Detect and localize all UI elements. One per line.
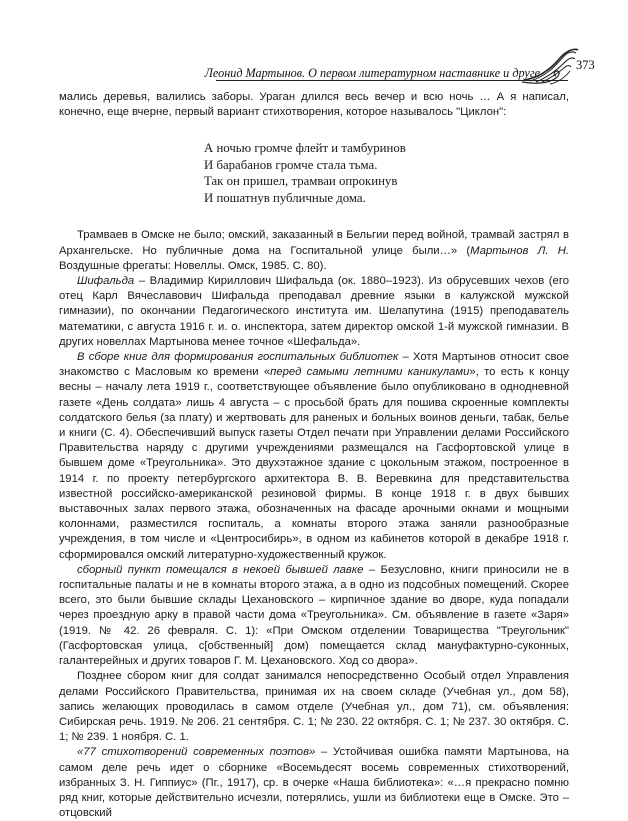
note-shifalda: Шифальда – Владимир Кириллович Шифальда (ок. 1880–1923). Из обрусевших чехов (его отец Карл Вячеславович Шифальда преподавал древние языки в калужской мужской гимназии), по окончании Педагогического института им. Шелапутина (1915) преподаватель математики, с августа 1916 г. и. о. инспектора, затем директор омской 1-й мужской гимназии. В других новеллах Мартынова менее точное «Шефальда». [59,275,569,348]
note-term: сборный пункт помещался в некоей бывшей лавке [77,563,364,576]
note-77-poems: «77 стихотворений современных поэтов» – Устойчивая ошибка памяти Мартынова, на самом деле речь идет о сборнике «Восемьдесят восемь современных стихотворений, избранных З. Н. Гиппиус» (Пг., 1917), ср. в очерке «Наша библиотека»: «…я прекрасно помню ряд книг, которые действительно исчезли, потерялись, ушли из библиотеки еще в Омске. Это – отцовский [59,746,569,820]
header-rule [216,80,568,81]
note-term: «77 стихотворений современных поэтов» [77,746,316,759]
note-book-collection: В сборе книг для формирования госпитальных библиотек – Хотя Мартынов относит свое знакомство с Масловым ко времени «перед самыми летними каникулами», то есть к концу весны – началу лета 1919 г., соответствующее объявление было опубликовано в однодневной газете «День солдата» лишь 4 августа – с просьбой брать для пошива скроенные комплекты солдатского белья (за плату) и жертвовать для раненых и больных воинов деньги, табак, белье и книги (С. 4). Обеспечивший выпуск газеты Отдел печати при Управлении делами Российского Правительства наряду с другими учреждениями размещался на Гасфортовской улице в бывшем доме «Треугольника». Это двухэтажное здание с цокольным этажом, построенное в 1914 г. по проекту петербургского архитектора В. В. Веревкина для представительства известной российско-американской резиновой фирмы. В конце 1918 г. в двух бывших выставочных залах первого этажа, обозначенных на фасаде арочными окнами и мощными колоннами, разместился госпиталь, а комнаты второго этажа заняли разнообразные учреждения, в том числе и «Центросибирь», в одном из кабинетов которой в декабре 1918 г. сформировался омский литературно-художественный кружок. [59,351,569,561]
running-header-title: Леонид Мартынов. О первом литературном наставнике и друге [204,66,540,80]
note-term: В сборе книг для формирования госпитальных библиотек [77,351,399,364]
note-term: Шифальда [77,275,135,288]
decorative-swirl-icon [520,44,582,88]
page-number: 373 [576,58,595,72]
quoted-phrase: перед самыми летними каникулами [270,366,470,379]
verse-line: А ночью громче флейт и тамбуринов [204,141,406,156]
paragraph-tramways: Трамваев в Омске не было; омский, заказанный в Бельгии перед войной, трамвай застрял в Архангельске. Но публичные дома на Госпитальной улице были…» (Мартынов Л. Н. Воздушные фрегаты: Новеллы. Омск, 1985. С. 80). [59,229,569,272]
running-header [0,44,628,80]
citation-author: Мартынов Л. Н. [470,244,569,257]
verse-line: И барабанов громче стала тьма. [204,157,378,172]
verse-line: Так он пришел, трамваи опрокинув [204,174,398,189]
note-collection-point: сборный пункт помещался в некоей бывшей лавке – Безусловно, книги приносили не в госпитальные палаты и не в комнаты второго этажа, а в одно из подсобных помещений. Скорее всего, это были бывшие склады Цехановского – кирпичное здание во дворе, куда попадали через проездную арку в правой части дома «Треугольника». См. объявление в газете «Заря» (1919. № 42. 26 февраля. С. 1): «При Омском отделении Товарищества "Треугольник" (Гасфортовская улица, с[обственный] дом) помещается склад мануфактурно-суконных, галантерейных и других товаров Г. М. Цехановского. Ход со двора». [59,563,569,668]
verse-line: И пошатнув публичные дома. [204,190,366,205]
verse-quote [204,140,569,206]
paragraph-continuation: мались деревья, валились заборы. Ураган длился весь вечер и всю ночь … А я написал, конечно, еще вчерне, первый вариант стихотворения, которое называлось "Циклон": [59,91,569,119]
paragraph-later-collection: Позднее сбором книг для солдат занимался непосредственно Особый отдел Управления делами Российского Правительства, принимая их на своем складе (Учебная ул., дом 58), запись желающих проводилась в самом отделе (Учебная ул., дом 71), см. объявления: Сибирская речь. 1919. № 206. 21 сентября. С. 1; № 230. 22 октября. С. 1; № 237. 30 октября. С. 1; № 239. 1 ноября. С. 1. [59,670,569,744]
body-text [59,90,569,821]
